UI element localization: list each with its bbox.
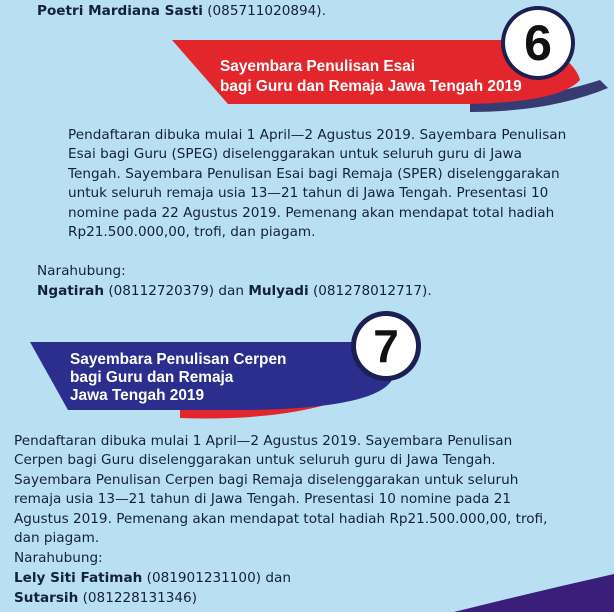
section7-title-line3: Jawa Tengah 2019 — [70, 387, 205, 404]
section7-body-line: Pendaftaran dibuka mulai 1 April—2 Agustus 2019. Sayembara Penulisan — [14, 433, 513, 449]
section6-title-line2: bagi Guru dan Remaja Jawa Tengah 2019 — [220, 78, 522, 95]
section6-contact2-name: Mulyadi — [248, 283, 309, 299]
section7-contact2-name: Sutarsih — [14, 590, 79, 606]
top-contact-name: Poetri Mardiana Sasti — [37, 3, 203, 19]
section7-contact2-phone: (081228131346) — [82, 590, 198, 606]
section7-contact-line1 — [14, 569, 291, 588]
section7-number-badge — [356, 316, 416, 376]
corner-decoration — [414, 552, 614, 612]
section6-number: 6 — [524, 15, 552, 71]
section6-contact2-phone: (081278012717). — [312, 283, 432, 299]
section6-contact-and: dan — [218, 283, 244, 299]
section7-body-line: dan piagam. — [14, 530, 100, 547]
section7-body-line: Sayembara Penulisan Cerpen bagi Remaja diselenggarakan untuk seluruh — [14, 471, 519, 488]
section7-contact1-phone: (081901231100) dan — [146, 570, 291, 586]
section6-contact-line — [37, 282, 432, 301]
section6-body-line: untuk seluruh remaja usia 13—21 tahun di Jawa Tengah. Presentasi 10 — [68, 185, 549, 202]
section6-number-badge — [505, 10, 571, 76]
section7-body-line: remaja usia 13—21 tahun di Jawa Tengah. Presentasi 10 nomine pada 21 — [14, 491, 512, 508]
section6-body-line: Tengah. Sayembara Penulisan Esai bagi Remaja (SPER) diselenggarakan — [68, 165, 560, 182]
section6-body-line: nomine pada 22 Agustus 2019. Pemenang akan mendapat total hadiah — [68, 204, 555, 221]
top-contact-phone: (085711020894). — [207, 3, 326, 19]
section6-body — [68, 126, 580, 242]
section7-number: 7 — [373, 320, 399, 372]
section7-body — [14, 432, 590, 548]
section7-body-line: Agustus 2019. Pemenang akan mendapat total hadiah Rp21.500.000,00, trofi, — [14, 510, 548, 527]
section6-contact1-name: Ngatirah — [37, 283, 104, 299]
section7-body-line: Cerpen bagi Guru diselenggarakan untuk seluruh guru di Jawa Tengah. — [14, 452, 496, 469]
section7-contact-line2 — [14, 589, 197, 608]
section6-body-line: Rp21.500.000,00, trofi, dan piagam. — [68, 224, 316, 241]
section6-body-line: Pendaftaran dibuka mulai 1 April—2 Agustus 2019. Sayembara Penulisan — [68, 127, 567, 143]
section7-title-line2: bagi Guru dan Remaja — [70, 369, 234, 386]
section6-body-line: Esai bagi Guru (SPEG) diselenggarakan untuk seluruh guru di Jawa — [68, 146, 522, 163]
section6-contact-label: Narahubung: — [37, 263, 126, 279]
section6-contact1-phone: (08112720379) — [108, 283, 215, 299]
section7-title-line1: Sayembara Penulisan Cerpen — [70, 351, 287, 368]
section7-contact-label: Narahubung: — [14, 550, 103, 566]
section7-contact1-name: Lely Siti Fatimah — [14, 570, 143, 586]
section6-title-line1: Sayembara Penulisan Esai — [220, 58, 416, 75]
